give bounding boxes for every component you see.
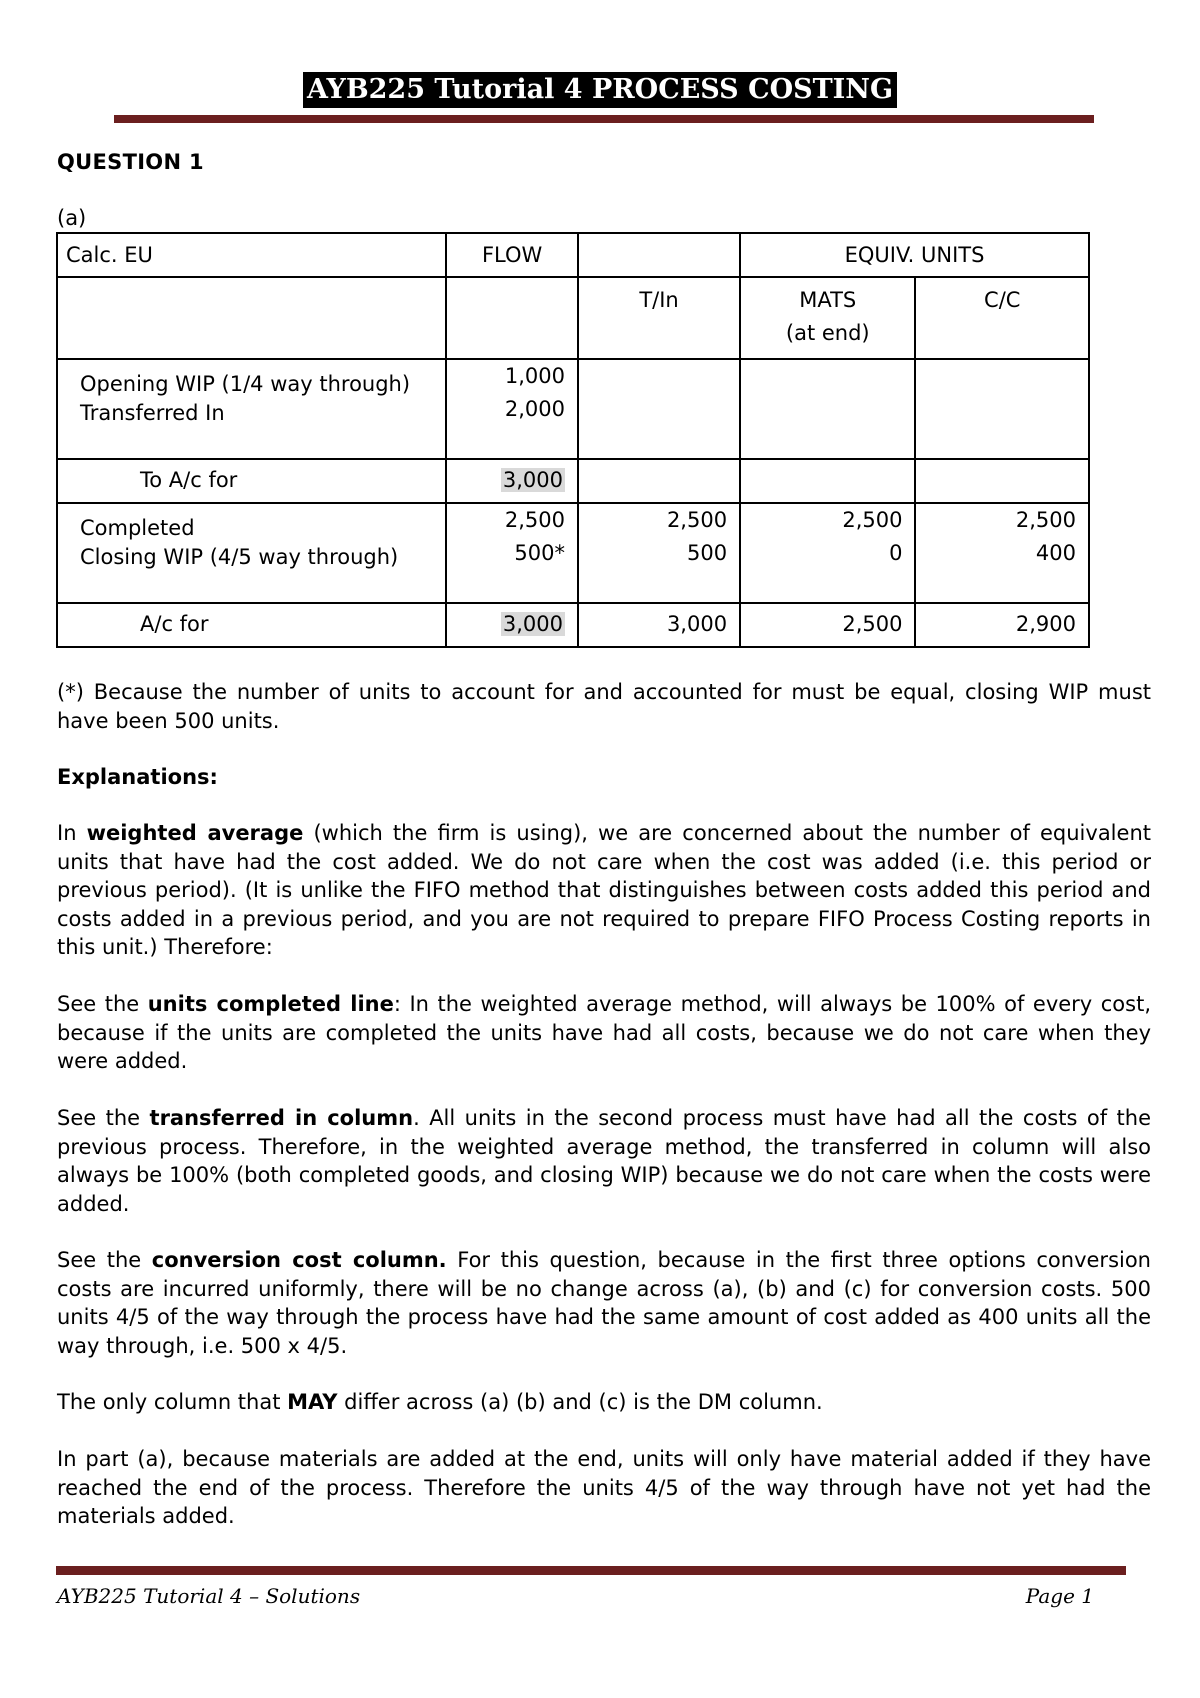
paragraph-weighted-average: [57, 819, 1151, 962]
subheader-empty-2: [446, 277, 578, 359]
footer-title: AYB225 Tutorial 4 – Solutions: [57, 1584, 361, 1608]
paragraph-conversion-cost: [57, 1246, 1151, 1360]
p1-pre: In: [57, 821, 87, 845]
footer-rule: [56, 1566, 1126, 1575]
subheader-tin: T/In: [578, 277, 740, 359]
completed-closing-cc: [915, 503, 1089, 603]
opening-wip-text: Opening WIP (1/4 way through): [80, 372, 411, 396]
to-ac-for-text: To A/c for: [140, 468, 238, 492]
p1-bold: weighted average: [86, 821, 304, 845]
p3-bold: transferred in column: [149, 1106, 414, 1130]
opening-flow: [446, 359, 578, 459]
equivalent-units-table: [56, 232, 1090, 648]
p3-pre: See the: [57, 1106, 150, 1130]
table-row: [57, 359, 1089, 459]
completed-tin: 2,500: [666, 508, 728, 532]
to-ac-for-mats: [740, 459, 915, 503]
completed-closing-flow: [446, 503, 578, 603]
part-label: (a): [57, 206, 87, 230]
page-title: AYB225 Tutorial 4 PROCESS COSTING: [303, 72, 897, 108]
completed-cc: 2,500: [1015, 508, 1076, 532]
completed-mats: 2,500: [842, 508, 903, 532]
paragraph-part-a: In part (a), because materials are added at the end, units will only have material added if they have reached the end of the process. Therefore the units 4/5 of the way through have not yet had the materials added.: [57, 1447, 1151, 1528]
closing-tin: 500: [686, 541, 728, 565]
opening-wip-label: [66, 370, 437, 399]
p4-pre: See the: [57, 1248, 152, 1272]
header-calc-eu: Calc. EU: [57, 233, 446, 277]
closing-cc: 400: [1035, 541, 1076, 565]
p5-post: differ across (a) (b) and (c) is the DM column.: [337, 1390, 823, 1414]
p5-pre: The only column that: [57, 1390, 288, 1414]
table-row: [57, 459, 1089, 503]
closing-mats: 0: [889, 541, 903, 565]
table-row: [57, 603, 1089, 647]
p3-post: . All units in the second process must have had all the costs of the previous process. Therefore, in the weighted average method, the transferred in column will also always be 100% (both completed goods, and closing WIP) because we do not care when the costs were added.: [57, 1106, 1152, 1216]
ac-for-flow-value: 3,000: [502, 612, 563, 636]
header-rule: [114, 115, 1094, 123]
ac-for-mats: 2,500: [740, 603, 915, 647]
p2-post: : In the weighted average method, will always be 100% of every cost, because if the units are completed the units have had all costs, because we do not care when they were added.: [57, 992, 1152, 1073]
closing-flow: 500*: [514, 541, 565, 565]
subheader-mats-note: (at end): [785, 321, 870, 345]
page-number: Page 1: [1025, 1584, 1094, 1608]
p1-post: (which the firm is using), we are concerned about the number of equivalent units that have had the cost added. We do not care when the cost was added (i.e. this period or previous period). (It is unlike the FIFO method that distinguishes between costs added this period and costs added in a previous period, and you are not required to prepare FIFO Process Costing reports in this unit.) Therefore:: [57, 821, 1151, 959]
completed-text: Completed: [80, 516, 195, 540]
p2-pre: See the: [57, 992, 148, 1016]
header-equiv-units: EQUIV. UNITS: [740, 233, 1089, 277]
subheader-mats: [740, 277, 915, 359]
opening-flow-2: 2,000: [504, 397, 565, 421]
transferred-in-text: Transferred In: [80, 401, 225, 425]
completed-label: [66, 514, 437, 543]
p4-post: For this question, because in the first three options conversion costs are incurred uniformly, there will be no change across (a), (b) and (c) for conversion costs. 500 units 4/5 of the way through the process have had the same amount of cost added as 400 units all the way through, i.e. 500 x 4/5.: [57, 1248, 1151, 1358]
header-empty: [578, 233, 740, 277]
explanations-heading: [57, 763, 1151, 792]
subheader-empty-1: [57, 277, 446, 359]
ac-for-tin: 3,000: [578, 603, 740, 647]
opening-flow-1: 1,000: [504, 364, 565, 388]
table-row: [57, 503, 1089, 603]
header-flow: FLOW: [446, 233, 578, 277]
subheader-mats-label: MATS: [799, 288, 857, 312]
table-header-row: [57, 233, 1089, 277]
subheader-cc: C/C: [915, 277, 1089, 359]
paragraph-transferred-in: [57, 1104, 1151, 1218]
to-ac-for-label: [57, 459, 446, 503]
paragraph-dm-column: [57, 1388, 1151, 1417]
to-ac-for-cc: [915, 459, 1089, 503]
closing-wip-label: [66, 543, 437, 572]
question-heading: QUESTION 1: [57, 150, 204, 174]
opening-cc: [915, 359, 1089, 459]
transferred-in-label: [66, 399, 437, 428]
completed-closing-labels: [57, 503, 446, 603]
footnote: (*) Because the number of units to account for and accounted for must be equal, closing WIP must have been 500 units.: [57, 680, 1151, 733]
explanations-heading-text: Explanations:: [57, 765, 218, 789]
opening-labels: [57, 359, 446, 459]
to-ac-for-tin: [578, 459, 740, 503]
page-title-wrap: [0, 72, 1200, 108]
opening-tin: [578, 359, 740, 459]
ac-for-cc: 2,900: [915, 603, 1089, 647]
paragraph-units-completed: [57, 990, 1151, 1076]
completed-flow: 2,500: [504, 508, 565, 532]
ac-for-flow: [446, 603, 578, 647]
to-ac-for-flow-value: 3,000: [502, 468, 563, 492]
to-ac-for-flow: [446, 459, 578, 503]
completed-closing-mats: [740, 503, 915, 603]
closing-wip-text: Closing WIP (4/5 way through): [80, 545, 399, 569]
ac-for-label: [57, 603, 446, 647]
ac-for-text: A/c for: [140, 612, 209, 636]
opening-mats: [740, 359, 915, 459]
completed-closing-tin: [578, 503, 740, 603]
p5-bold: MAY: [287, 1390, 338, 1414]
table-subheader-row: [57, 277, 1089, 359]
p2-bold: units completed line: [147, 992, 394, 1016]
p4-bold: conversion cost column.: [151, 1248, 447, 1272]
